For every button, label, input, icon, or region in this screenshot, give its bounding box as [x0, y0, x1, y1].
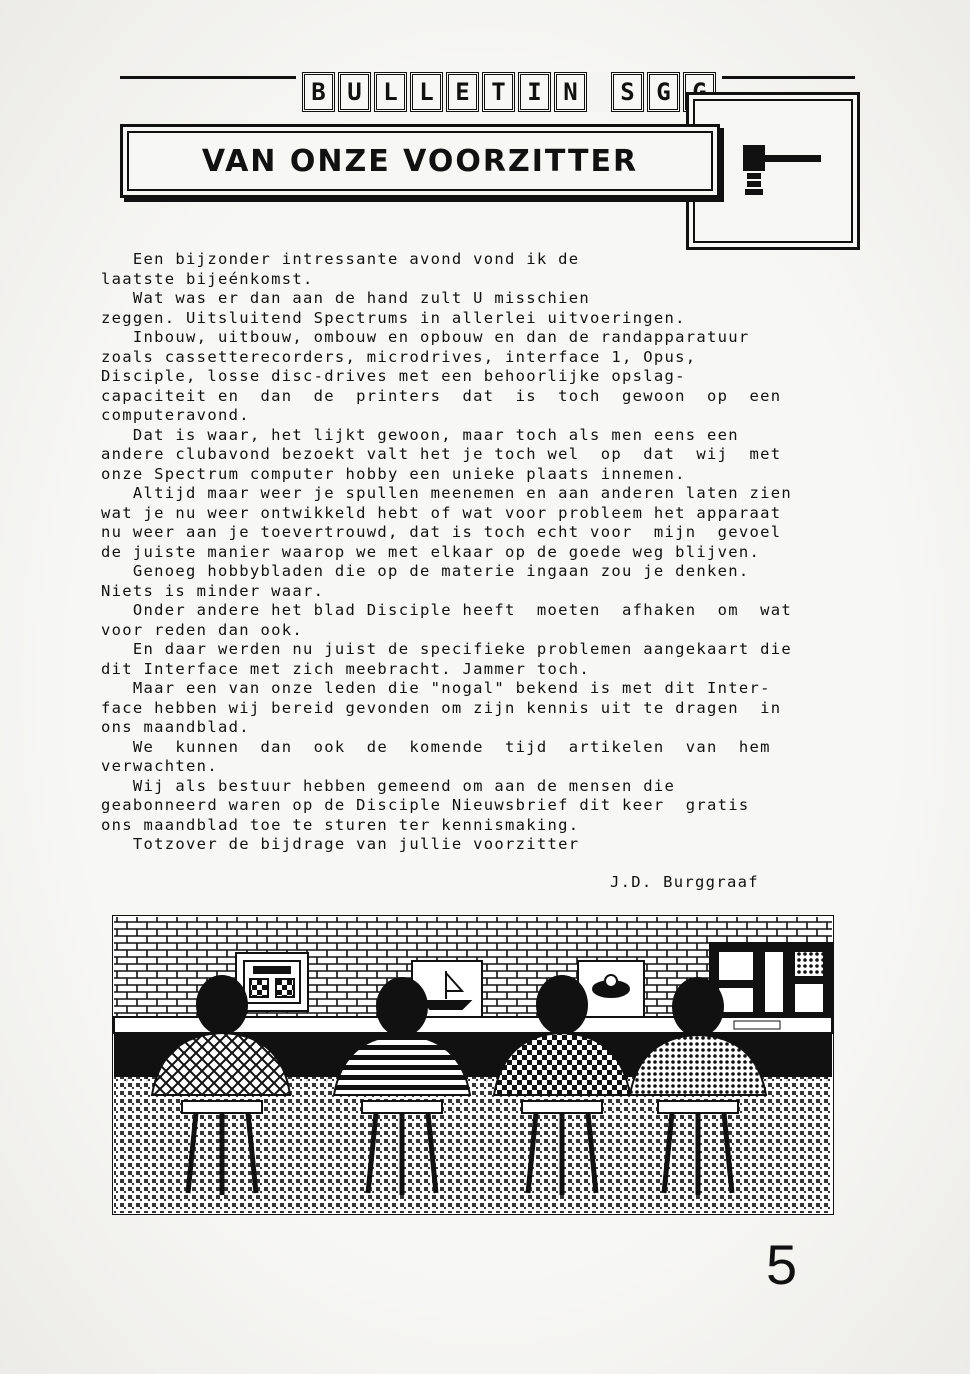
article-line: laatste bijeénkomst.	[101, 269, 314, 288]
article-line: andere clubavond bezoekt valt het je toch wel op dat wij met	[101, 445, 782, 463]
article-line: zeggen. Uitsluitend Spectrums in allerlei uitvoeringen.	[101, 308, 686, 327]
masthead-letter: T	[482, 72, 515, 112]
masthead-letter: L	[410, 72, 443, 112]
article-line: Een bijzonder intressante avond vond ik de	[101, 250, 580, 268]
masthead-letter: U	[338, 72, 371, 112]
article-line: En daar werden nu juist de specifieke problemen aangekaart die	[101, 640, 793, 658]
masthead-code-letter: G	[647, 72, 680, 112]
monitor-3	[578, 961, 644, 1017]
masthead-letter: N	[554, 72, 587, 112]
bulletin-masthead	[296, 72, 722, 112]
masthead-letter: I	[518, 72, 551, 112]
page-number: 5	[766, 1233, 798, 1296]
article-line: Disciple, losse disc-drives met een behoorlijke opslag-	[101, 367, 686, 385]
article-line: Onder andere het blad Disciple heeft moeten afhaken om wat	[101, 601, 793, 619]
computer-club-illustration	[112, 915, 834, 1215]
article-line: face hebben wij bereid gevonden om zijn kennis uit te dragen in	[101, 698, 782, 717]
article-line: ons maandblad toe te sturen ter kennismaking.	[101, 815, 580, 834]
masthead-code-letter: S	[611, 72, 644, 112]
article-line: dit Interface met zich meebracht. Jammer toch.	[101, 659, 591, 678]
masthead-letter: B	[302, 72, 335, 112]
article-line: Totzover de bijdrage van jullie voorzitter	[101, 835, 580, 853]
article-line: verwachten.	[101, 757, 218, 775]
author-signature: J.D. Burggraaf	[610, 873, 759, 891]
article-line: nu weer aan je toevertrouwd, dat is toch echt voor mijn gevoel	[101, 523, 782, 541]
article-line: Wat was er dan aan de hand zult U misschien	[101, 289, 591, 307]
article-body	[101, 250, 851, 855]
control-panel	[710, 943, 832, 1023]
article-line: We kunnen dan ook de komende tijd artikelen van hem	[101, 737, 771, 756]
gavel-icon	[739, 135, 829, 205]
article-line: Inbouw, uitbouw, ombouw en opbouw en dan de randapparatuur	[101, 328, 750, 346]
article-line: Niets is minder waar.	[101, 581, 325, 600]
article-line: zoals cassetterecorders, microdrives, interface 1, Opus,	[101, 347, 697, 366]
article-line: onze Spectrum computer hobby een unieke plaats innemen.	[101, 464, 686, 483]
article-line: geabonneerd waren op de Disciple Nieuwsbrief dit keer gratis	[101, 796, 750, 814]
article-line: de juiste manier waarop we met elkaar op de goede weg blijven.	[101, 542, 761, 561]
article-line: Altijd maar weer je spullen meenemen en aan anderen laten zien	[101, 484, 793, 502]
article-line: voor reden dan ook.	[101, 620, 304, 639]
article-line: ons maandblad.	[101, 718, 250, 736]
article-line: wat je nu weer ontwikkeld hebt of wat voor probleem het apparaat	[101, 503, 782, 522]
article-line: Dat is waar, het lijkt gewoon, maar toch als men eens een	[101, 425, 739, 444]
article-line: capaciteit en dan de printers dat is toch gewoon op een	[101, 386, 782, 405]
article-line: computeravond.	[101, 406, 250, 424]
masthead-letter: L	[374, 72, 407, 112]
article-line: Maar een van onze leden die "nogal" bekend is met dit Inter-	[101, 679, 771, 697]
section-title: VAN ONZE VOORZITTER	[201, 143, 639, 179]
section-title-box	[120, 124, 720, 198]
article-line: Genoeg hobbybladen die op de materie ingaan zou je denken.	[101, 562, 750, 580]
masthead-letter: E	[446, 72, 479, 112]
article-line: Wij als bestuur hebben gemeend om aan de mensen die	[101, 776, 676, 795]
